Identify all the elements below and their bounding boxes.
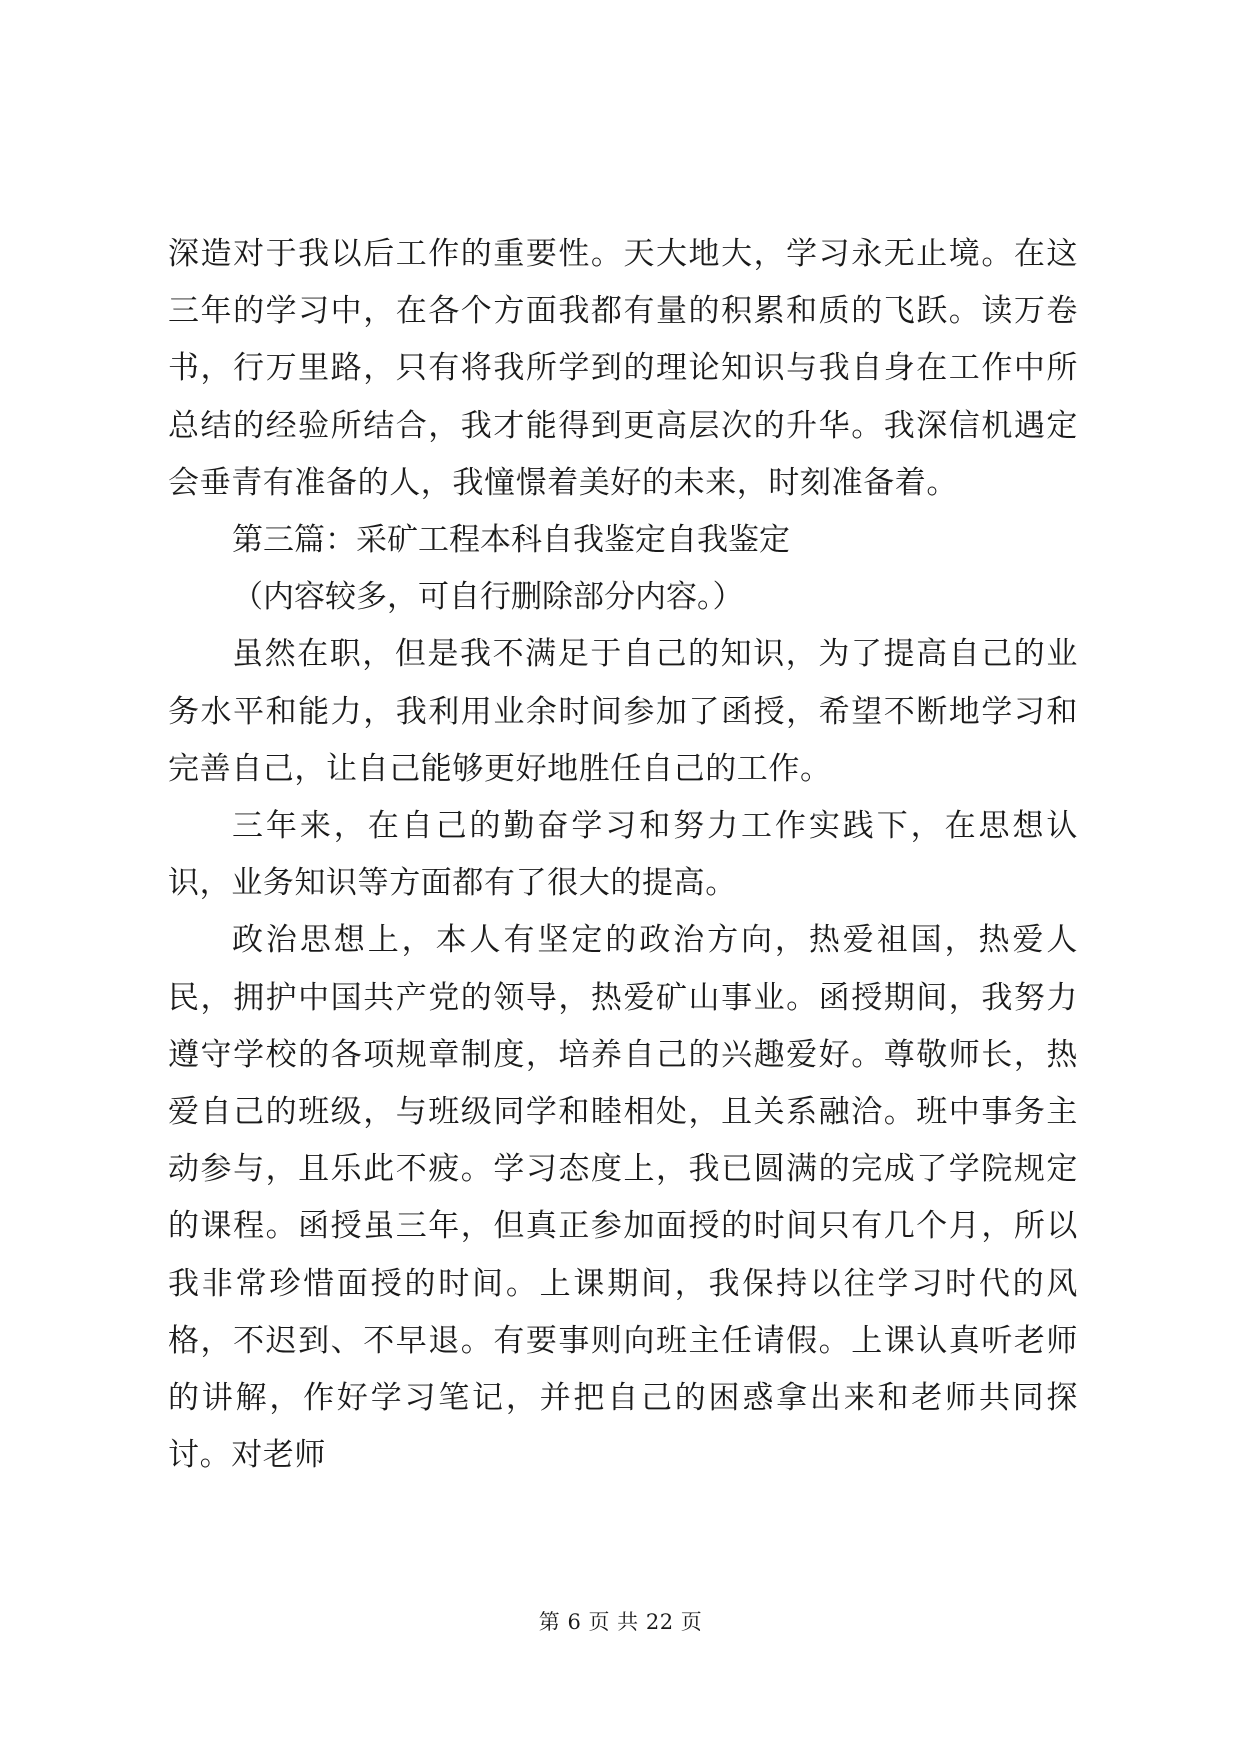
section-title: 第三篇：采矿工程本科自我鉴定自我鉴定 bbox=[232, 522, 790, 559]
paragraph-continuation: 深造对于我以后工作的重要性。天大地大，学习永无止境。在这三年的学习中，在各个方面我都有量的积累和质的飞跃。读万卷书，行万里路，只有将我所学到的理论知识与我自身在工作中所总结的经验所结合，我才能得到更高层次的升华。我深信机遇定会垂青有准备的人，我憧憬着美好的未来，时刻准备着。 bbox=[168, 236, 1078, 501]
paragraph-intro: 虽然在职，但是我不满足于自己的知识，为了提高自己的业务水平和能力，我利用业余时间参加了函授，希望不断地学习和完善自己，让自己能够更好地胜任自己的工作。 bbox=[168, 636, 1078, 787]
editor-note: （内容较多，可自行删除部分内容。） bbox=[232, 579, 744, 616]
paragraph-progress: 三年来，在自己的勤奋学习和努力工作实践下，在思想认识，业务知识等方面都有了很大的提高。 bbox=[168, 808, 1078, 902]
paragraph-political: 政治思想上，本人有坚定的政治方向，热爱祖国，热爱人民，拥护中国共产党的领导，热爱矿山事业。函授期间，我努力遵守学校的各项规章制度，培养自己的兴趣爱好。尊敬师长，热爱自己的班级，与班级同学和睦相处，且关系融洽。班中事务主动参与，且乐此不疲。学习态度上，我已圆满的完成了学院规定的课程。函授虽三年，但真正参加面授的时间只有几个月，所以我非常珍惜面授的时间。上课期间，我保持以往学习时代的风格，不迟到、不早退。有要事则向班主任请假。上课认真听老师的讲解，作好学习笔记，并把自己的困惑拿出来和老师共同探讨。对老师 bbox=[168, 922, 1078, 1474]
document-body bbox=[168, 226, 1078, 1484]
page-number-footer: 第 6 页 共 22 页 bbox=[538, 1610, 703, 1634]
